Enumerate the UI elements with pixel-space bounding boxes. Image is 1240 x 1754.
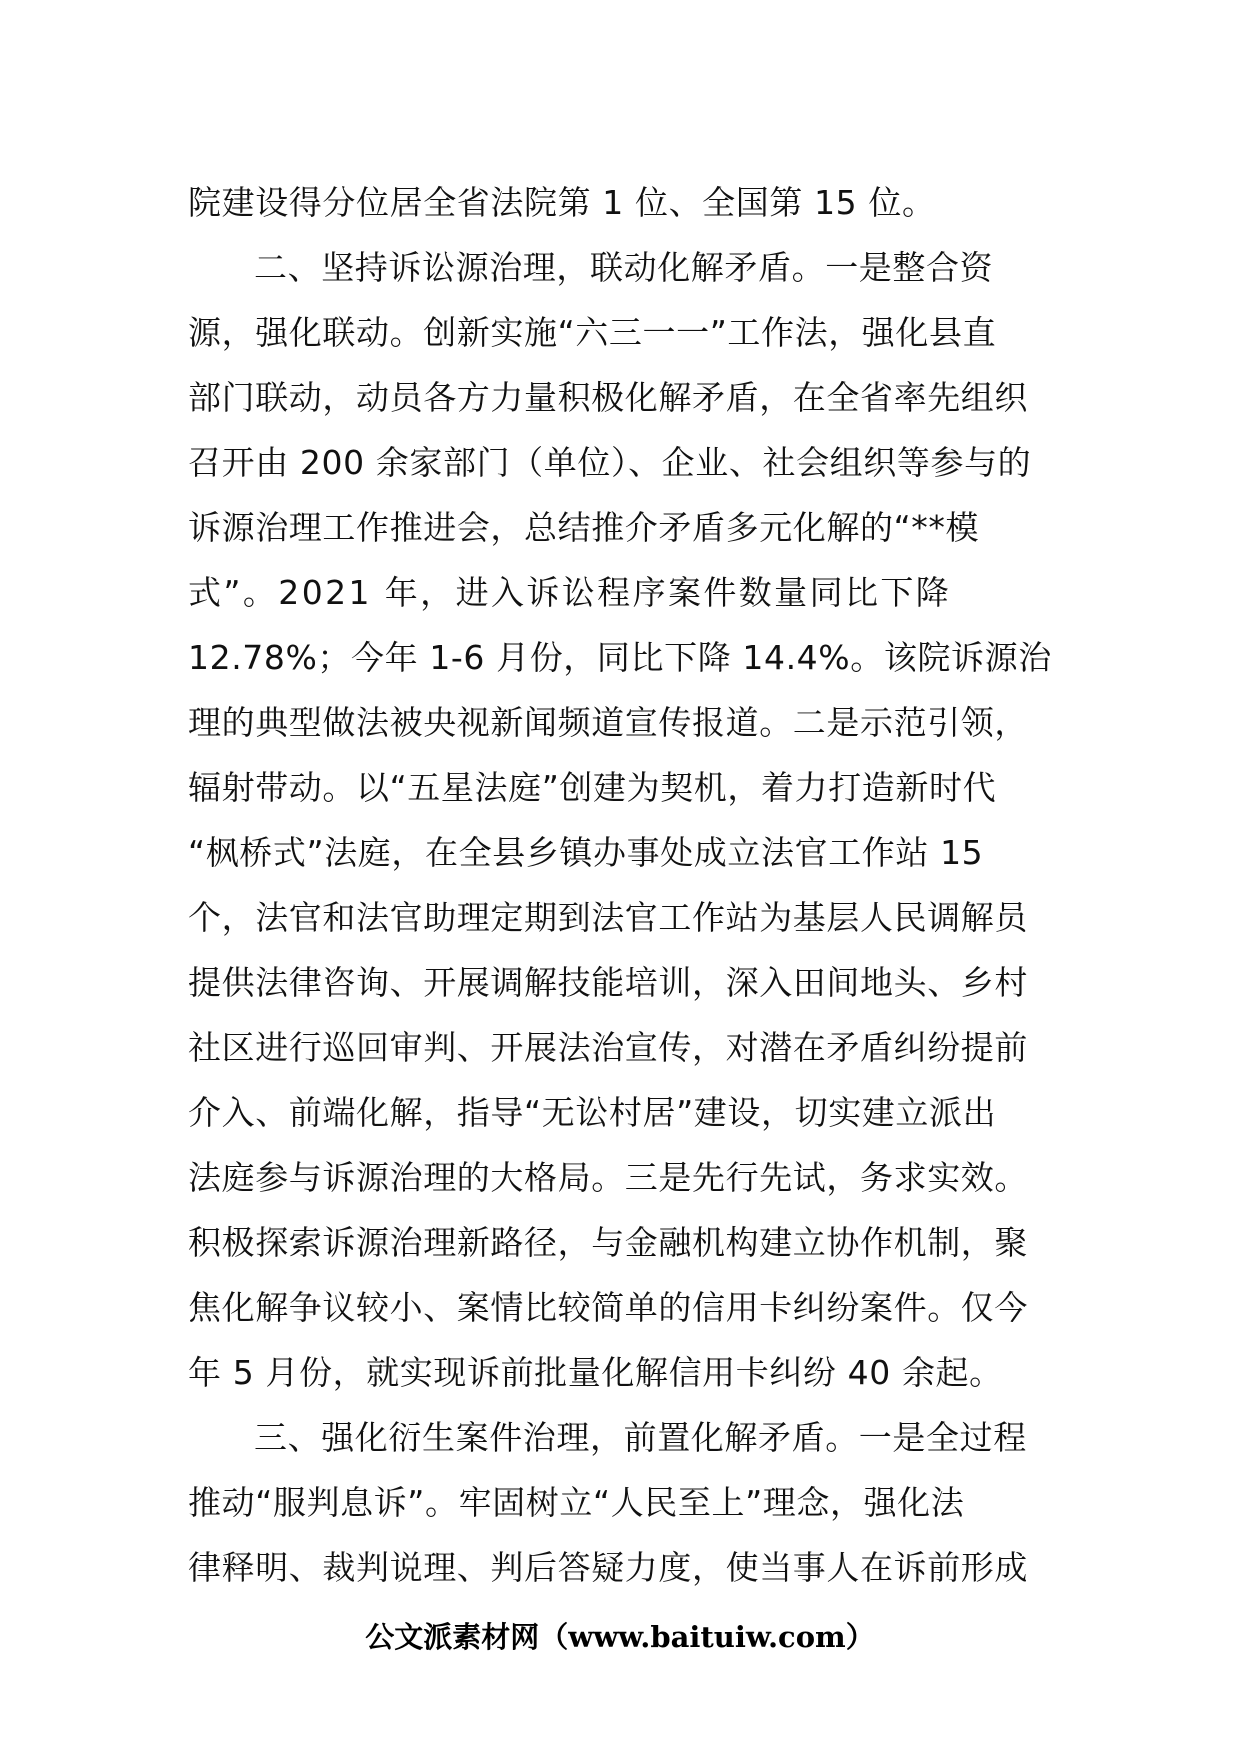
body-line: 源，强化联动。创新实施“六三一一”工作法，强化县直 <box>188 313 997 352</box>
body-line: 部门联动，动员各方力量积极化解矛盾，在全省率先组织 <box>188 378 1028 417</box>
section-heading-line: 三、强化衍生案件治理，前置化解矛盾。一是全过程 <box>254 1418 1027 1457</box>
body-line: 年 5 月份，就实现诉前批量化解信用卡纠纷 40 余起。 <box>188 1353 1003 1392</box>
body-line: 律释明、裁判说理、判后答疑力度，使当事人在诉前形成 <box>188 1548 1028 1587</box>
body-line: 理的典型做法被央视新闻频道宣传报道。二是示范引领， <box>188 703 1028 742</box>
body-line: 个，法官和法官助理定期到法官工作站为基层人民调解员 <box>188 898 1028 937</box>
body-line: 社区进行巡回审判、开展法治宣传，对潜在矛盾纠纷提前 <box>188 1028 1028 1067</box>
body-line: “枫桥式”法庭，在全县乡镇办事处成立法官工作站 15 <box>188 833 984 872</box>
body-line: 院建设得分位居全省法院第 1 位、全国第 15 位。 <box>188 183 936 222</box>
section-heading-line: 二、坚持诉讼源治理，联动化解矛盾。一是整合资 <box>254 248 994 287</box>
document-body <box>188 170 1058 1600</box>
body-line: 提供法律咨询、开展调解技能培训，深入田间地头、乡村 <box>188 963 1028 1002</box>
body-line: 召开由 200 余家部门（单位）、企业、社会组织等参与的 <box>188 443 1032 482</box>
body-line: 诉源治理工作推进会，总结推介矛盾多元化解的“**模 <box>188 508 980 547</box>
body-line: 积极探索诉源治理新路径，与金融机构建立协作机制，聚 <box>188 1223 1028 1262</box>
body-line: 12.78%；今年 1-6 月份，同比下降 14.4%。该院诉源治 <box>188 638 1052 677</box>
body-line: 介入、前端化解，指导“无讼村居”建设，切实建立派出 <box>188 1093 997 1132</box>
body-line: 法庭参与诉源治理的大格局。三是先行先试，务求实效。 <box>188 1158 1028 1197</box>
body-line: 推动“服判息诉”。牢固树立“人民至上”理念，强化法 <box>188 1483 965 1522</box>
body-line: 焦化解争议较小、案情比较简单的信用卡纠纷案件。仅今 <box>188 1288 1028 1327</box>
body-line: 式”。2021 年，进入诉讼程序案件数量同比下降 <box>188 573 952 612</box>
body-line: 辐射带动。以“五星法庭”创建为契机，着力打造新时代 <box>188 768 997 807</box>
footer-watermark-text: 公文派素材网（www.baituiw.com） <box>365 1620 875 1654</box>
